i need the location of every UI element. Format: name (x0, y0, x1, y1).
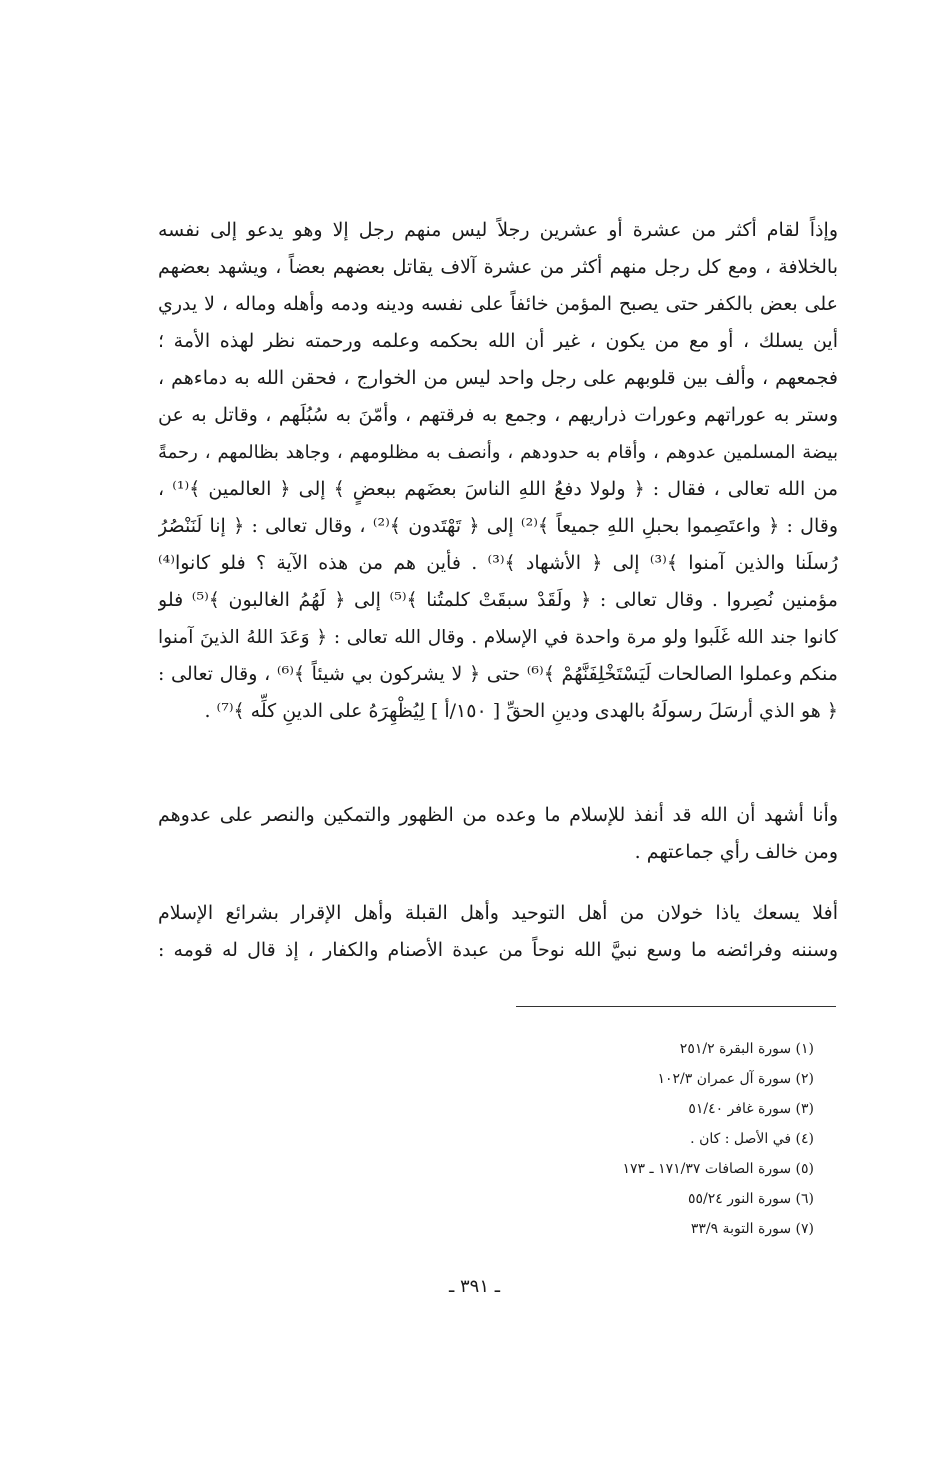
text-line: بالخلافة ، ومع كل رجل منهم أكثر من عشرة آلاف يقاتل بعضهم بعضاً ، ويشهد بعضهم (158, 256, 838, 278)
text-line: مؤمنين نُصِروا . وقال تعالى : ﴿ ولَقَدْ سبقَتْ كلمتُنا ﴾⁽⁵⁾ إلى ﴿ لَهُمُ الغالبون ﴾⁽⁵⁾ فلو (158, 589, 838, 611)
footnote-item: (٥) سورة الصافات ١٧١/٣٧ ـ ١٧٣ (622, 1161, 814, 1177)
footnote-item: (٤) في الأصل : كان . (690, 1131, 814, 1147)
text-line: رُسلَنا والذين آمنوا ﴾⁽³⁾ إلى ﴿ الأشهاد ﴾⁽³⁾ . فأين هم من هذه الآية ؟ فلو كانوا⁽⁴⁾ (158, 552, 838, 574)
text-line: كانوا جند الله غَلَبوا ولو مرة واحدة في الإسلام . وقال الله تعالى : ﴿ وَعَدَ اللهُ الذينَ آمنوا (158, 627, 838, 648)
text-line: من الله تعالى ، فقال : ﴿ ولولا دفعُ اللهِ الناسَ بعضَهم ببعضٍ ﴾ إلى ﴿ العالمين ﴾⁽¹⁾ ، (158, 478, 838, 500)
text-line: أين يسلك ، أو مع من يكون ، غير أن الله بحكمه وعلمه ورحمته نظر لهذه الأمة ؛ (158, 330, 838, 352)
footnote-item: (٣) سورة غافر ٥١/٤٠ (688, 1101, 814, 1117)
text-line: وستر به عوراتهم وعورات ذراريهم ، وجمع به فرقتهم ، وأمّنَ به سُبُلَهم ، وقاتل به عن (158, 404, 838, 426)
footnote-item: (١) سورة البقرة ٢٥١/٢ (679, 1041, 814, 1057)
text-line: وقال : ﴿ واعتَصِموا بحبلِ اللهِ جميعاً ﴾⁽²⁾ إلى ﴿ تَهْتَدون ﴾⁽²⁾ ، وقال تعالى : ﴿ إنا لَنَنْصُرُ (158, 515, 838, 537)
footnote-item: (٢) سورة آل عمران ١٠٢/٣ (657, 1071, 814, 1087)
text-line: منكم وعملوا الصالحات لَيَسْتَخْلِفَنَّهُمْ ﴾⁽⁶⁾ حتى ﴿ لا يشركون بي شيئاً ﴾⁽⁶⁾ ، وقال تعالى : (158, 663, 838, 685)
paragraph-3 (158, 895, 838, 969)
text-line: على بعض بالكفر حتى يصبح المؤمن خائفاً على نفسه ودينه ودمه وأهله وماله ، لا يدري (158, 293, 838, 315)
paragraph-2 (158, 797, 838, 871)
text-line: وأنا أشهد أن الله قد أنفذ للإسلام ما وعده من الظهور والتمكين والنصر على عدوهم (158, 804, 838, 826)
paragraph-1 (158, 212, 838, 730)
footnote-item: (٦) سورة النور ٥٥/٢٤ (687, 1191, 814, 1207)
text-line: أفلا يسعك ياذا خولان من أهل التوحيد وأهل القبلة وأهل الإقرار بشرائع الإسلام (158, 902, 838, 924)
text-line: وإذاً لقام أكثر من عشرة أو عشرين رجلاً ليس منهم رجل إلا وهو يدعو إلى نفسه (158, 219, 838, 241)
text-line: ومن خالف رأي جماعتهم . (634, 841, 838, 863)
page-number: ـ ٣٩١ ـ (448, 1276, 500, 1297)
footnotes-list (454, 1034, 814, 1244)
text-line: ﴿ هو الذي أرسَلَ رسولَهُ بالهدى ودينِ الحقِّ [ ١٥٠/أ ] لِيُظْهِرَهُ على الدينِ كلِّه ﴾⁽⁷⁾ . (204, 700, 838, 722)
text-line: بيضة المسلمين عدوهم ، وأقام به حدودهم ، وأنصف به مظلومهم ، وجاهد بظالمهم ، رحمةً (158, 442, 838, 463)
footnote-item: (٧) سورة التوبة ٣٣/٩ (690, 1221, 814, 1237)
text-line: فجمعهم ، وألف بين قلوبهم على رجل واحد ليس من الخوارج ، فحقن الله به دماءهم ، (158, 367, 838, 389)
text-line: وسننه وفرائضه ما وسع نبيَّ الله نوحاً من عبدة الأصنام والكفار ، إذ قال له قومه : (158, 939, 838, 961)
footnote-divider (516, 1006, 836, 1007)
